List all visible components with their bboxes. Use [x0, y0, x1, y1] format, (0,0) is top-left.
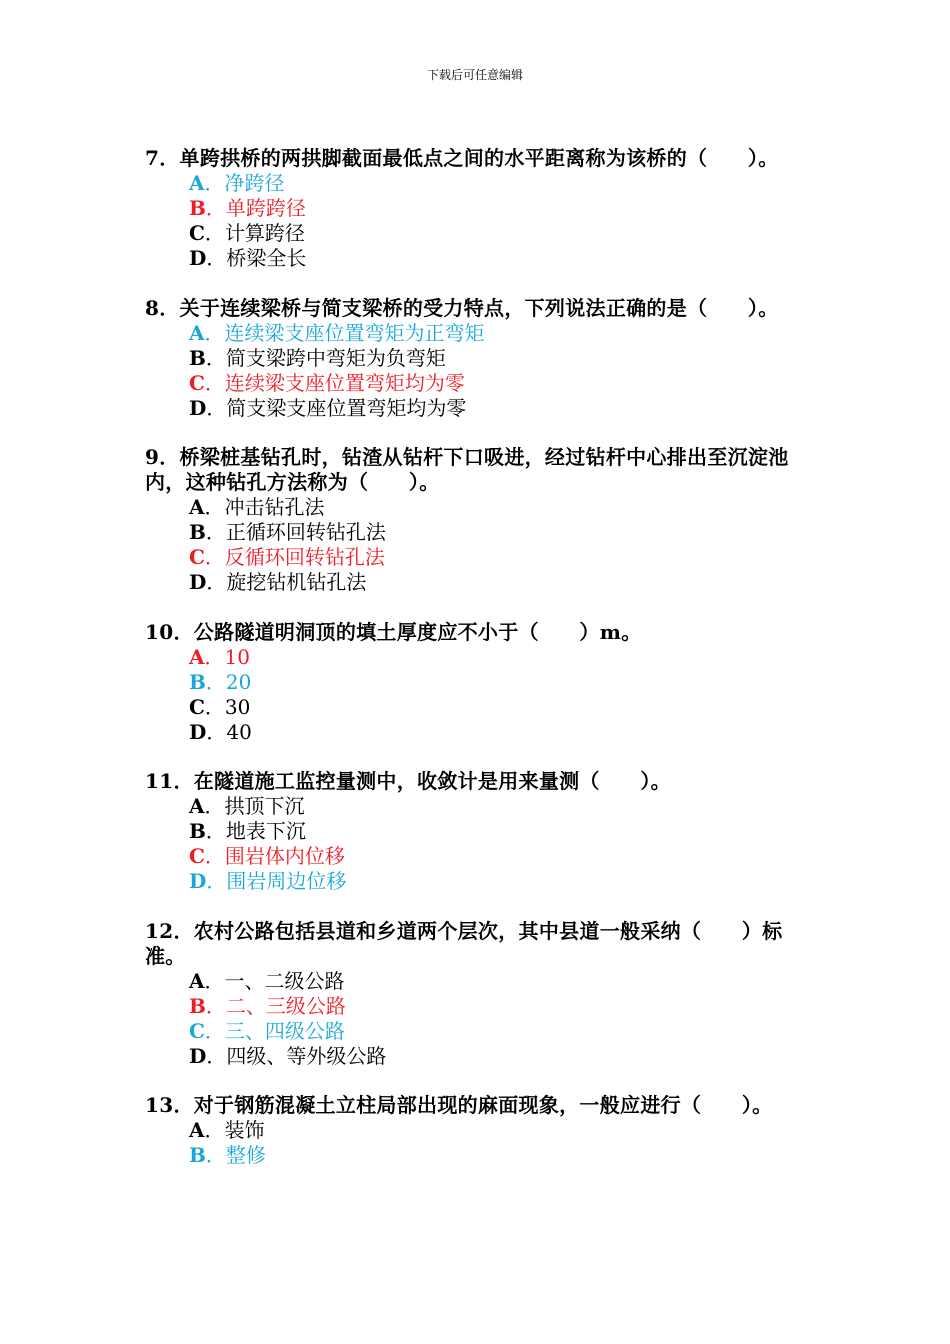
- option-c: [189, 695, 815, 720]
- question-9: [145, 445, 815, 595]
- option-text: ．计算跨径: [204, 221, 305, 245]
- question-text: ．对于钢筋混凝土立柱局部出现的麻面现象，一般应进行（ ）。: [173, 1093, 773, 1117]
- question-number: 10: [145, 619, 174, 644]
- option-text: ．连续梁支座位置弯矩为正弯矩: [204, 320, 485, 345]
- option-letter: D: [189, 570, 207, 594]
- option-a: [189, 794, 815, 819]
- option-a: [189, 321, 815, 346]
- option-letter: A: [189, 968, 205, 993]
- option-d: [189, 1044, 815, 1069]
- option-text: ．地表下沉: [205, 819, 306, 843]
- page-header: 下载后可任意编辑: [426, 68, 523, 82]
- option-letter: A: [189, 495, 205, 519]
- option-letter: A: [189, 644, 205, 669]
- option-list: [189, 794, 815, 894]
- option-text: ．旋挖钻机钻孔法: [206, 570, 367, 594]
- option-text: ．40: [206, 719, 252, 744]
- option-b: [189, 670, 815, 695]
- option-text: ．单跨跨径: [205, 196, 306, 220]
- question-stem: [145, 769, 815, 794]
- question-10: [145, 620, 815, 745]
- option-d: [189, 570, 815, 595]
- question-13: [145, 1093, 815, 1168]
- option-text: ．整修: [205, 1143, 266, 1167]
- option-d: [189, 869, 815, 894]
- question-text: ．农村公路包括县道和乡道两个层次，其中县道一般采纳（ ）标准。: [145, 918, 783, 968]
- option-text: ．连续梁支座位置弯矩均为零: [204, 370, 465, 395]
- option-c: [189, 844, 815, 869]
- question-stem: [145, 146, 815, 171]
- option-list: [189, 969, 815, 1069]
- option-text: ．简支梁支座位置弯矩均为零: [206, 395, 467, 420]
- option-list: [189, 1118, 815, 1168]
- option-list: [189, 171, 815, 271]
- option-letter: C: [189, 545, 205, 569]
- option-b: [189, 196, 815, 221]
- option-letter: A: [189, 320, 205, 345]
- option-b: [189, 1143, 815, 1168]
- option-text: ．二、三级公路: [205, 993, 346, 1018]
- question-text: ．桥梁桩基钻孔时，钻渣从钻杆下口吸进，经过钻杆中心排出至沉淀池内，这种钻孔方法称为（ ）。: [145, 445, 789, 494]
- option-letter: B: [189, 1143, 206, 1167]
- question-text: ．单跨拱桥的两拱脚截面最低点之间的水平距离称为该桥的（ ）。: [159, 146, 779, 170]
- option-text: ．30: [204, 694, 251, 719]
- question-text: ．关于连续梁桥与简支梁桥的受力特点，下列说法正确的是（ ）。: [159, 295, 779, 320]
- option-c: [189, 371, 815, 396]
- option-a: [189, 645, 815, 670]
- question-number: 13: [145, 1093, 174, 1117]
- option-letter: B: [189, 993, 206, 1018]
- option-c: [189, 221, 815, 246]
- option-letter: D: [189, 719, 207, 744]
- option-text: ．一、二级公路: [204, 968, 345, 993]
- option-c: [189, 545, 815, 570]
- option-a: [189, 495, 815, 520]
- option-a: [189, 969, 815, 994]
- option-text: ．净跨径: [204, 171, 285, 195]
- question-stem: [145, 620, 815, 645]
- option-text: ．桥梁全长: [206, 246, 307, 270]
- option-text: ．10: [204, 644, 250, 669]
- option-letter: C: [189, 1018, 205, 1043]
- option-d: [189, 246, 815, 271]
- option-letter: B: [189, 669, 206, 694]
- question-number: 7: [145, 146, 160, 170]
- question-text: ．在隧道施工监控量测中，收敛计是用来量测（ ）。: [173, 769, 671, 793]
- option-letter: A: [189, 794, 205, 818]
- option-letter: D: [189, 869, 207, 893]
- question-number: 8: [145, 295, 160, 320]
- option-letter: C: [189, 370, 205, 395]
- option-letter: C: [189, 844, 205, 868]
- question-number: 9: [145, 445, 160, 469]
- option-letter: A: [189, 1118, 205, 1142]
- option-list: [189, 645, 815, 745]
- option-letter: C: [189, 221, 205, 245]
- option-text: ．简支梁跨中弯矩为负弯矩: [205, 345, 446, 370]
- option-a: [189, 171, 815, 196]
- question-stem: [145, 919, 815, 969]
- option-d: [189, 720, 815, 745]
- option-letter: A: [189, 171, 205, 195]
- option-letter: B: [189, 196, 206, 220]
- option-text: ．四级、等外级公路: [206, 1043, 387, 1068]
- option-text: ．冲击钻孔法: [204, 495, 325, 519]
- option-text: ．装饰: [204, 1118, 265, 1142]
- option-b: [189, 520, 815, 545]
- question-text: ．公路隧道明洞顶的填土厚度应不小于（ ）m。: [173, 619, 642, 644]
- question-8: [145, 296, 815, 421]
- option-text: ．拱顶下沉: [204, 794, 305, 818]
- option-text: ．20: [205, 669, 252, 694]
- option-letter: C: [189, 694, 205, 719]
- option-c: [189, 1019, 815, 1044]
- question-12: [145, 919, 815, 1069]
- option-d: [189, 396, 815, 421]
- option-letter: B: [189, 345, 206, 370]
- option-list: [189, 321, 815, 421]
- option-letter: D: [189, 395, 207, 420]
- option-text: ．正循环回转钻孔法: [205, 520, 386, 544]
- question-stem: [145, 1093, 815, 1118]
- option-letter: D: [189, 1043, 207, 1068]
- option-text: ．围岩周边位移: [206, 869, 347, 893]
- option-letter: D: [189, 246, 207, 270]
- question-stem: [145, 445, 815, 495]
- question-number: 12: [145, 918, 174, 943]
- option-letter: B: [189, 819, 206, 843]
- option-b: [189, 994, 815, 1019]
- question-number: 11: [145, 769, 174, 793]
- option-b: [189, 819, 815, 844]
- question-11: [145, 769, 815, 894]
- question-7: [145, 146, 815, 271]
- option-text: ．反循环回转钻孔法: [204, 545, 385, 569]
- question-list: [145, 146, 815, 1193]
- option-list: [189, 495, 815, 595]
- option-b: [189, 346, 815, 371]
- question-stem: [145, 296, 815, 321]
- option-text: ．围岩体内位移: [204, 844, 345, 868]
- option-letter: B: [189, 520, 206, 544]
- option-text: ．三、四级公路: [204, 1018, 345, 1043]
- option-a: [189, 1118, 815, 1143]
